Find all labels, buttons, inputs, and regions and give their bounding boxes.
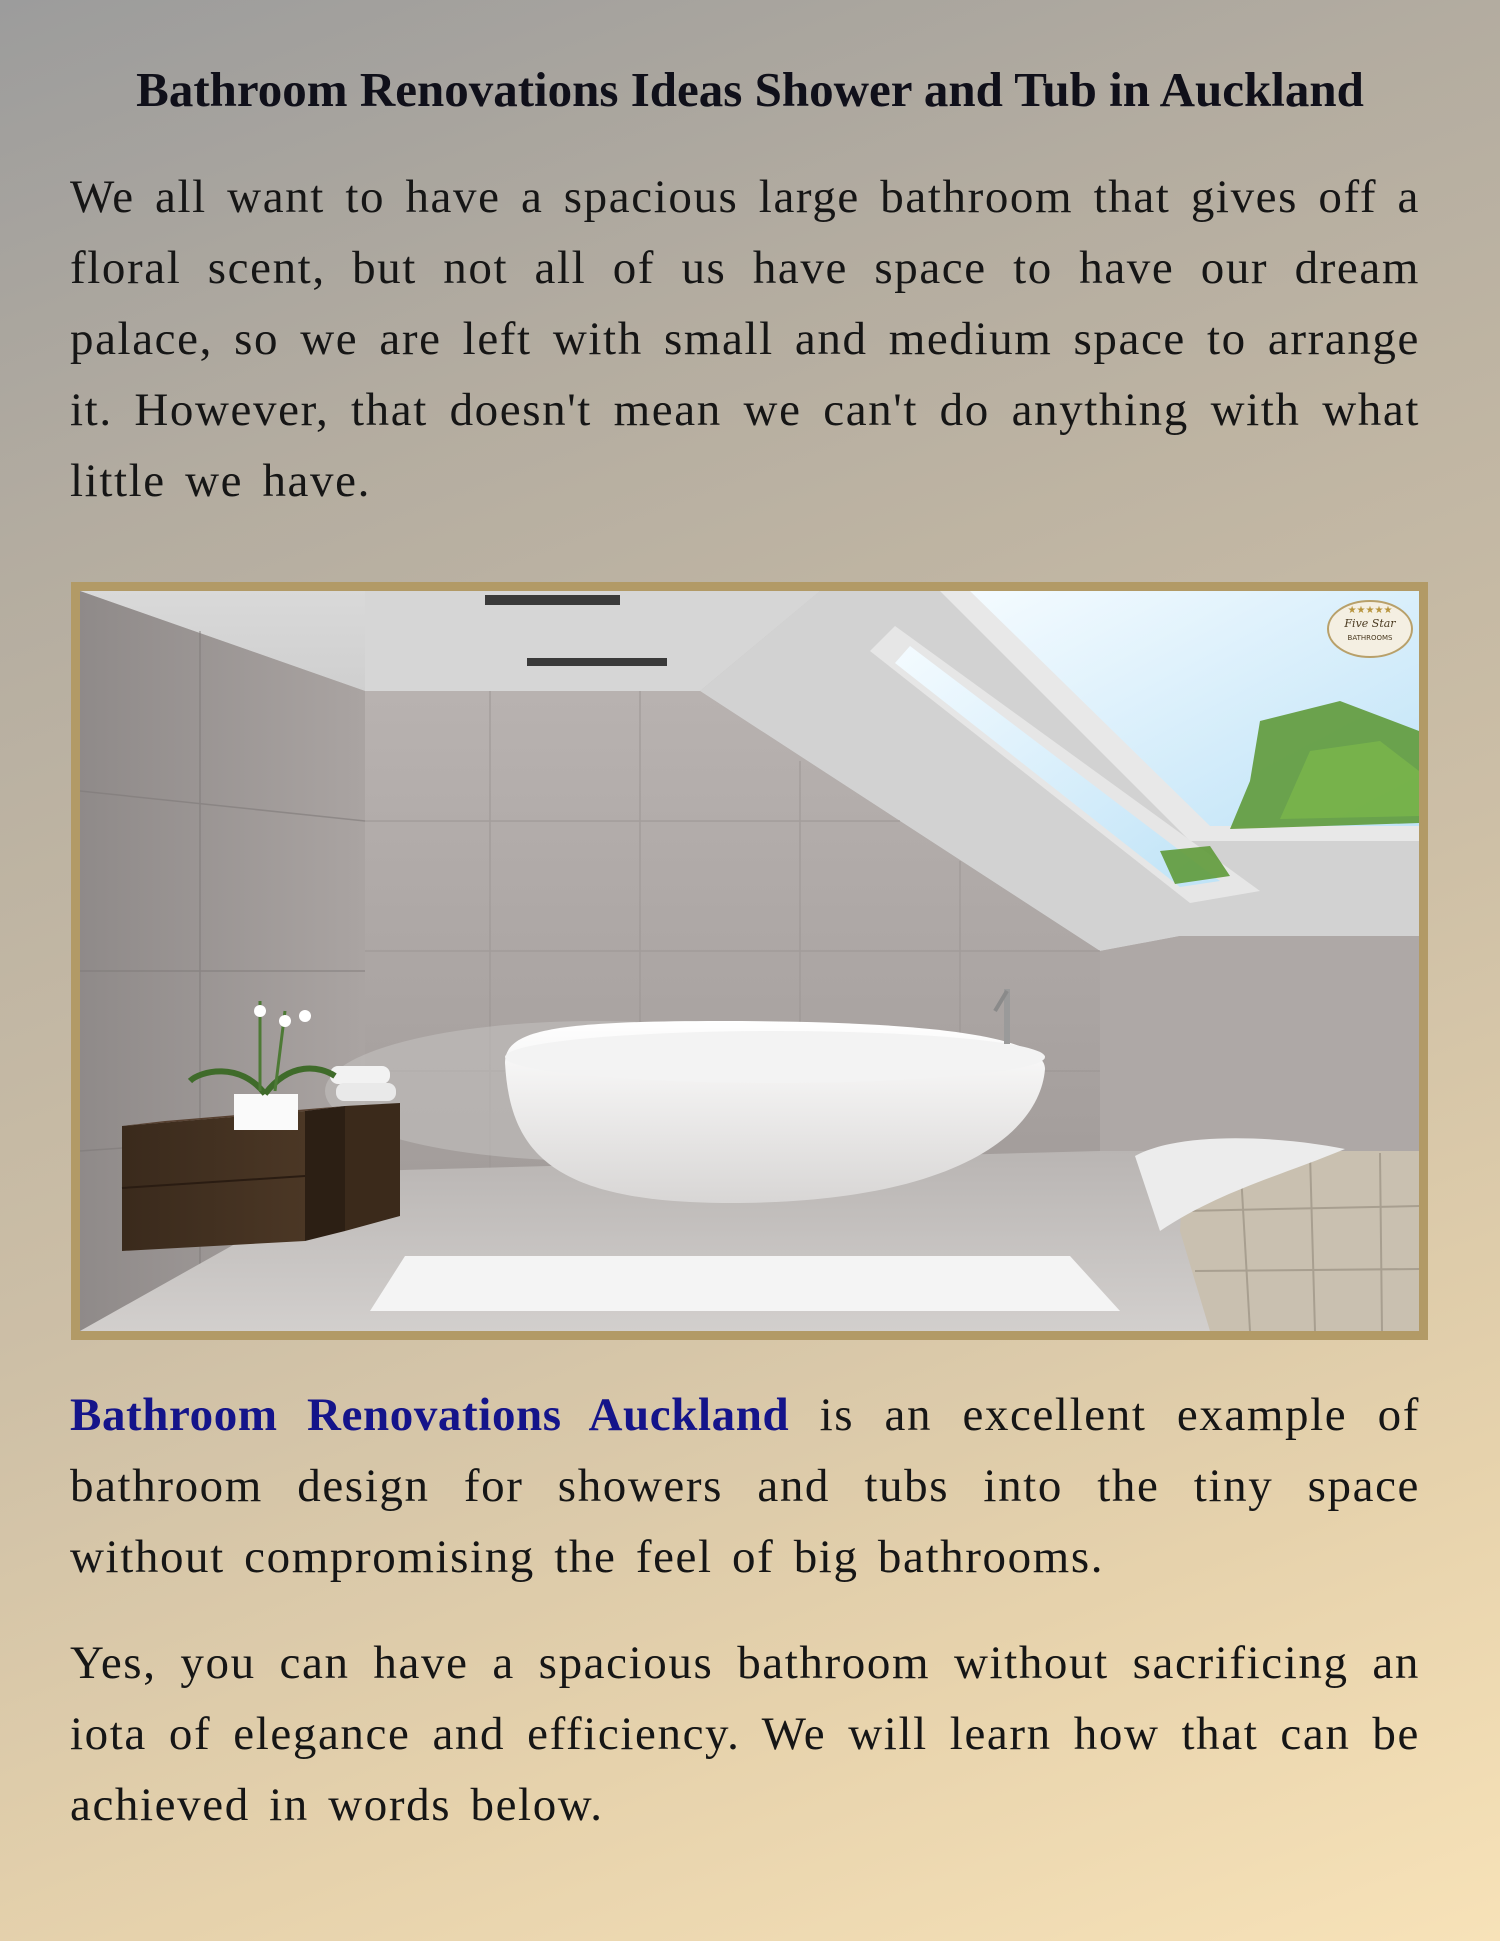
bathroom-renovations-link[interactable]: Bathroom Renovations Auckland [70, 1389, 790, 1441]
svg-text:Five Star: Five Star [1344, 617, 1396, 630]
page-title: Bathroom Renovations Ideas Shower and Tub in Auckland [136, 62, 1364, 117]
bathroom-photo [71, 582, 1428, 1340]
conclusion-paragraph: Yes, you can have a spacious bathroom without sacrificing an iota of elegance and efficiency. We will learn how that can be achieved in words below. [70, 1637, 1420, 1831]
svg-text:BATHROOMS: BATHROOMS [1347, 634, 1393, 642]
intro-paragraph: We all want to have a spacious large bathroom that gives off a floral scent, but not all of us have space to have our dream palace, so we are left with small and medium space to arrange it. However, that doesn't mean we can't do anything with what little we have. [70, 171, 1420, 507]
svg-text:★★★★★: ★★★★★ [1347, 605, 1393, 616]
description-text: is an excellent example of bathroom design for showers and tubs into the tiny space without compromising the feel of big bathrooms. [70, 1389, 1420, 1583]
description-paragraph [70, 1380, 1420, 1593]
bathroom-illustration [80, 591, 1419, 1331]
